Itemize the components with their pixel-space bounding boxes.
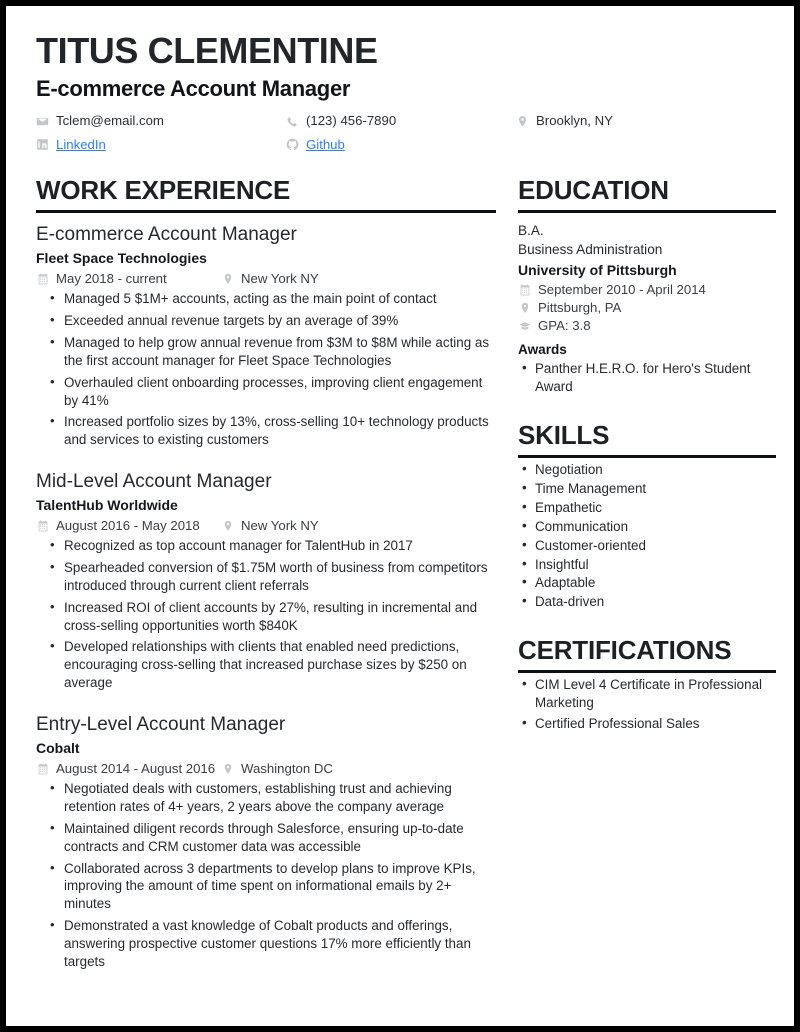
education-school: University of Pittsburgh bbox=[518, 262, 677, 279]
certifications-list bbox=[518, 676, 776, 732]
education-degree: B.A. bbox=[518, 223, 544, 239]
section-divider bbox=[36, 210, 496, 213]
job-dates bbox=[36, 518, 221, 533]
job-company: TalentHub Worldwide bbox=[36, 496, 178, 513]
calendar-icon bbox=[36, 762, 49, 775]
job-bullets bbox=[36, 780, 496, 970]
location-icon bbox=[221, 762, 234, 775]
job-bullet: • Exceeded annual revenue targets by an average of 39% bbox=[64, 312, 496, 330]
contact-email-text: Tclem@email.com bbox=[56, 113, 164, 129]
skill-item: • Adaptable bbox=[535, 574, 776, 592]
certification-item: • CIM Level 4 Certificate in Professional Marketing bbox=[535, 676, 776, 712]
job-location-text: Washington DC bbox=[241, 761, 333, 777]
left-column bbox=[36, 174, 496, 971]
section-work-experience bbox=[36, 174, 496, 971]
location-icon bbox=[221, 519, 234, 532]
skills-list bbox=[518, 461, 776, 611]
work-experience-heading: WORK EXPERIENCE bbox=[36, 174, 291, 205]
education-location bbox=[518, 300, 776, 315]
resume-page bbox=[6, 6, 794, 1026]
skill-item: • Communication bbox=[535, 518, 776, 536]
certifications-heading: CERTIFICATIONS bbox=[518, 634, 732, 665]
section-skills bbox=[518, 422, 776, 611]
skill-item: • Data-driven bbox=[535, 593, 776, 611]
education-dates bbox=[518, 282, 776, 297]
job-bullet: • Increased ROI of client accounts by 27%, resulting in incremental and cross-selling opportunities worth $840K bbox=[64, 599, 496, 635]
location-icon bbox=[516, 115, 529, 128]
job-bullet: • Spearheaded conversion of $1.75M worth of business from competitors introduced through current client referrals bbox=[64, 559, 496, 595]
job-company: Fleet Space Technologies bbox=[36, 249, 207, 266]
education-field: Business Administration bbox=[518, 242, 663, 258]
job-bullet: • Increased portfolio sizes by 13%, cross-selling 10+ technology products and services to existing customers bbox=[64, 413, 496, 449]
calendar-icon bbox=[36, 519, 49, 532]
section-divider bbox=[518, 670, 776, 673]
job-bullet: • Demonstrated a vast knowledge of Cobalt products and offerings, answering prospective customer questions 17% more efficiently than targets bbox=[64, 917, 496, 970]
resume-header bbox=[6, 6, 794, 153]
location-icon bbox=[518, 301, 531, 314]
job-bullet: • Managed 5 $1M+ accounts, acting as the main point of contact bbox=[64, 290, 496, 308]
candidate-name: TITUS CLEMENTINE bbox=[36, 30, 378, 71]
contact-linkedin-link[interactable]: LinkedIn bbox=[56, 136, 106, 152]
phone-icon bbox=[286, 115, 299, 128]
section-divider bbox=[518, 210, 776, 213]
job-dates-text: August 2014 - August 2016 bbox=[56, 761, 216, 777]
skills-heading: SKILLS bbox=[518, 420, 610, 451]
job-bullets bbox=[36, 290, 496, 449]
contact-github[interactable] bbox=[286, 136, 516, 153]
contact-linkedin[interactable] bbox=[36, 136, 286, 153]
job-dates bbox=[36, 271, 221, 286]
job-company: Cobalt bbox=[36, 739, 80, 756]
location-icon bbox=[221, 272, 234, 285]
job-bullet: • Managed to help grow annual revenue from $3M to $8M while acting as the first account manager for Fleet Space Technologies bbox=[64, 334, 496, 370]
job-bullet: • Developed relationships with clients that enabled need predictions, encouraging cross-selling that increased purchase sizes by $250 on average bbox=[64, 638, 496, 691]
job-location bbox=[221, 761, 333, 776]
job-bullet: • Overhauled client onboarding processes, improving client engagement by 41% bbox=[64, 374, 496, 410]
job-bullet: • Collaborated across 3 departments to develop plans to improve KPIs, improving the amount of time spent on informational emails by 2+ minutes bbox=[64, 860, 496, 913]
certification-item: • Certified Professional Sales bbox=[535, 715, 776, 733]
job-location-text: New York NY bbox=[241, 271, 319, 287]
job-location-text: New York NY bbox=[241, 518, 319, 534]
awards-list bbox=[518, 360, 776, 396]
skill-item: • Customer-oriented bbox=[535, 537, 776, 555]
graduation-cap-icon bbox=[518, 319, 531, 332]
job-location bbox=[221, 518, 319, 533]
job-dates bbox=[36, 761, 221, 776]
job-entry bbox=[36, 714, 496, 971]
job-meta bbox=[36, 518, 496, 533]
job-bullets bbox=[36, 537, 496, 692]
contact-phone bbox=[286, 112, 516, 129]
job-bullet: • Maintained diligent records through Salesforce, ensuring up-to-date contracts and CRM customer data was accessible bbox=[64, 820, 496, 856]
skill-item: • Insightful bbox=[535, 556, 776, 574]
job-role: Entry-Level Account Manager bbox=[36, 713, 286, 735]
education-heading: EDUCATION bbox=[518, 174, 669, 205]
job-entry bbox=[36, 471, 496, 692]
candidate-job-title: E-commerce Account Manager bbox=[36, 76, 351, 102]
skill-item: • Time Management bbox=[535, 480, 776, 498]
contact-location bbox=[516, 112, 764, 129]
job-dates-text: August 2016 - May 2018 bbox=[56, 518, 200, 534]
section-education bbox=[518, 174, 776, 396]
job-meta bbox=[36, 761, 496, 776]
contact-location-text: Brooklyn, NY bbox=[536, 113, 613, 129]
education-location-text: Pittsburgh, PA bbox=[538, 300, 622, 316]
contact-email bbox=[36, 112, 286, 129]
calendar-icon bbox=[518, 283, 531, 296]
education-dates-text: September 2010 - April 2014 bbox=[538, 282, 706, 298]
award-item: • Panther H.E.R.O. for Hero's Student Award bbox=[535, 360, 776, 396]
job-entry bbox=[36, 224, 496, 449]
job-dates-text: May 2018 - current bbox=[56, 271, 167, 287]
job-meta bbox=[36, 271, 496, 286]
education-gpa bbox=[518, 318, 776, 333]
education-gpa-text: GPA: 3.8 bbox=[538, 318, 591, 334]
job-role: E-commerce Account Manager bbox=[36, 224, 297, 246]
job-bullet: • Negotiated deals with customers, establishing trust and achieving retention rates of 4+ years, 2 years above the company average bbox=[64, 780, 496, 816]
job-location bbox=[221, 271, 319, 286]
contact-github-link[interactable]: Github bbox=[306, 136, 345, 152]
contact-info bbox=[36, 112, 764, 152]
linkedin-icon bbox=[36, 138, 49, 151]
calendar-icon bbox=[36, 272, 49, 285]
section-certifications bbox=[518, 634, 776, 733]
skill-item: • Negotiation bbox=[535, 461, 776, 479]
resume-body bbox=[6, 174, 794, 971]
contact-phone-text: (123) 456-7890 bbox=[306, 113, 397, 129]
job-bullet: • Recognized as top account manager for TalentHub in 2017 bbox=[64, 537, 496, 555]
right-column bbox=[518, 174, 776, 733]
skill-item: • Empathetic bbox=[535, 499, 776, 517]
awards-label: Awards bbox=[518, 342, 567, 358]
github-icon bbox=[286, 138, 299, 151]
job-role: Mid-Level Account Manager bbox=[36, 470, 272, 492]
section-divider bbox=[518, 455, 776, 458]
envelope-icon bbox=[36, 115, 49, 128]
